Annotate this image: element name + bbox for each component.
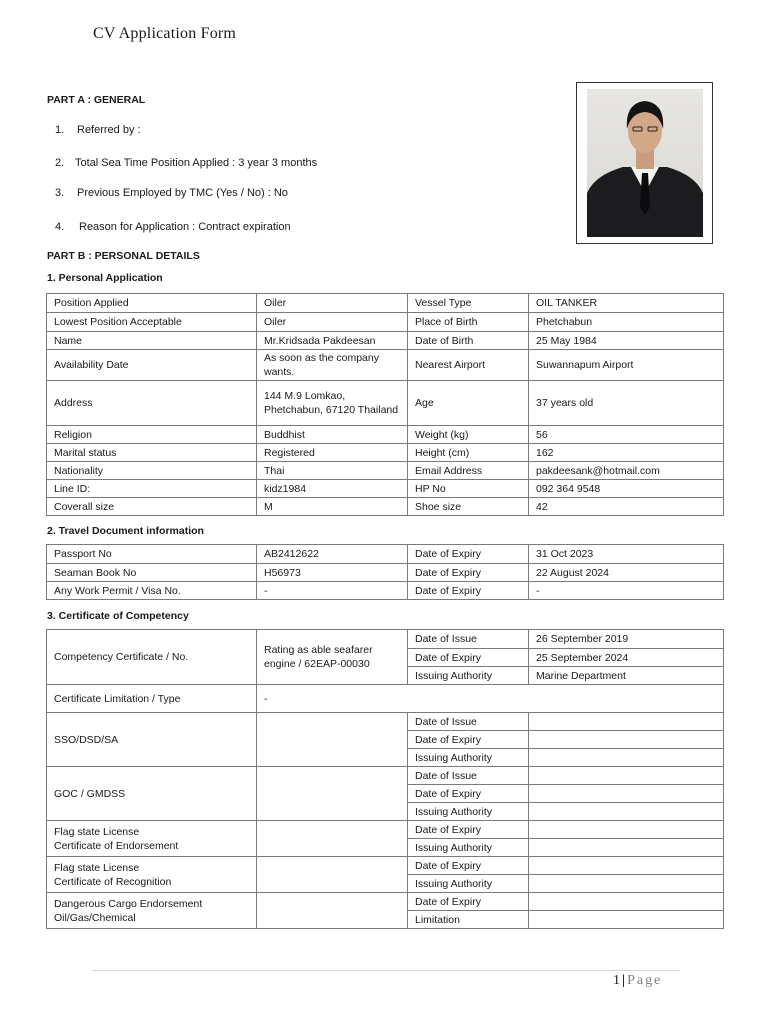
field-value: Thai <box>257 462 408 480</box>
field-label: Line ID: <box>47 480 257 498</box>
field-label: Issuing Authority <box>408 803 529 821</box>
field-label: Issuing Authority <box>408 667 529 685</box>
field-value <box>529 749 724 767</box>
field-label: Date of Issue <box>408 630 529 649</box>
field-label: Limitation <box>408 911 529 929</box>
field-value: OIL TANKER <box>529 294 724 313</box>
field-value <box>257 893 408 929</box>
table-row <box>47 857 724 875</box>
field-label: Issuing Authority <box>408 875 529 893</box>
field-value: 25 May 1984 <box>529 332 724 350</box>
field-label: Issuing Authority <box>408 839 529 857</box>
field-label: Nationality <box>47 462 257 480</box>
field-label: Passport No <box>47 545 257 564</box>
field-label: Shoe size <box>408 498 529 516</box>
field-value <box>529 893 724 911</box>
field-value: Phetchabun <box>529 313 724 332</box>
part-a-heading: PART A : GENERAL <box>47 94 146 106</box>
item-number: 4. <box>55 221 65 233</box>
field-value: Registered <box>257 444 408 462</box>
table-row <box>47 313 724 332</box>
page-separator: | <box>622 973 626 988</box>
table-row <box>47 767 724 785</box>
field-value: M <box>257 498 408 516</box>
field-value <box>529 839 724 857</box>
field-value: - <box>257 685 724 713</box>
table-row <box>47 564 724 582</box>
field-value <box>257 767 408 821</box>
field-value: pakdeesank@hotmail.com <box>529 462 724 480</box>
part-a-item-1 <box>55 124 141 136</box>
item-text: Referred by : <box>77 124 141 136</box>
table-row <box>47 462 724 480</box>
field-value: Buddhist <box>257 426 408 444</box>
field-value: 22 August 2024 <box>529 564 724 582</box>
field-value: Oiler <box>257 313 408 332</box>
field-value <box>529 785 724 803</box>
table-row <box>47 685 724 713</box>
footer-divider <box>92 970 680 971</box>
applicant-photo-frame <box>576 82 713 244</box>
item-text: Previous Employed by TMC (Yes / No) : No <box>77 187 288 199</box>
table-row <box>47 630 724 649</box>
field-label: Any Work Permit / Visa No. <box>47 582 257 600</box>
travel-document-table <box>46 544 724 600</box>
field-label <box>47 893 257 929</box>
field-value: 42 <box>529 498 724 516</box>
item-number: 1. <box>55 124 65 136</box>
label-line-1: Flag state License <box>54 825 140 838</box>
field-label: Date of Issue <box>408 713 529 731</box>
field-value: AB2412622 <box>257 545 408 564</box>
field-value: H56973 <box>257 564 408 582</box>
field-label: Name <box>47 332 257 350</box>
field-label: Competency Certificate / No. <box>47 630 257 685</box>
label-line-1: Dangerous Cargo Endorsement <box>54 897 203 910</box>
field-value <box>257 857 408 893</box>
field-value <box>257 713 408 767</box>
field-value: As soon as the company wants. <box>257 350 408 381</box>
field-label: Address <box>47 381 257 426</box>
table-row <box>47 294 724 313</box>
field-label: Date of Issue <box>408 767 529 785</box>
field-value: Suwannapum Airport <box>529 350 724 381</box>
field-label: Religion <box>47 426 257 444</box>
field-label: Email Address <box>408 462 529 480</box>
field-label: Coverall size <box>47 498 257 516</box>
field-label: Date of Expiry <box>408 582 529 600</box>
field-value <box>529 767 724 785</box>
section-2-heading: 2. Travel Document information <box>47 525 204 537</box>
field-value <box>529 731 724 749</box>
table-row <box>47 444 724 462</box>
field-label: Date of Expiry <box>408 893 529 911</box>
page-number-value: 1 <box>613 973 620 988</box>
part-a-item-2 <box>55 157 317 169</box>
field-value: 26 September 2019 <box>529 630 724 649</box>
field-label: GOC / GMDSS <box>47 767 257 821</box>
personal-application-table <box>46 293 724 516</box>
item-number: 3. <box>55 187 65 199</box>
field-label: Date of Expiry <box>408 545 529 564</box>
table-row <box>47 893 724 911</box>
field-value: Oiler <box>257 294 408 313</box>
field-label: Date of Birth <box>408 332 529 350</box>
field-value <box>529 803 724 821</box>
field-value: 31 Oct 2023 <box>529 545 724 564</box>
field-label: Marital status <box>47 444 257 462</box>
field-label: Issuing Authority <box>408 749 529 767</box>
field-value: - <box>257 582 408 600</box>
item-text: Total Sea Time Position Applied : 3 year 3 months <box>75 157 318 169</box>
section-1-heading: 1. Personal Application <box>47 272 163 284</box>
table-row <box>47 480 724 498</box>
table-row <box>47 498 724 516</box>
page-number <box>613 973 662 989</box>
table-row <box>47 713 724 731</box>
field-label: Date of Expiry <box>408 821 529 839</box>
field-value <box>529 911 724 929</box>
field-value: 092 364 9548 <box>529 480 724 498</box>
field-value: 56 <box>529 426 724 444</box>
field-label: Seaman Book No <box>47 564 257 582</box>
field-label <box>47 821 257 857</box>
part-a-item-4 <box>55 221 291 233</box>
field-value: - <box>529 582 724 600</box>
field-label: Lowest Position Acceptable <box>47 313 257 332</box>
field-label: SSO/DSD/SA <box>47 713 257 767</box>
field-label: Place of Birth <box>408 313 529 332</box>
document-title: CV Application Form <box>93 25 237 42</box>
table-row <box>47 582 724 600</box>
table-row <box>47 821 724 839</box>
item-number: 2. <box>55 157 65 169</box>
person-portrait-icon <box>587 89 703 237</box>
field-value <box>529 875 724 893</box>
table-row <box>47 545 724 564</box>
field-value: kidz1984 <box>257 480 408 498</box>
field-label: Nearest Airport <box>408 350 529 381</box>
field-label: Position Applied <box>47 294 257 313</box>
field-value: 162 <box>529 444 724 462</box>
field-label: Date of Expiry <box>408 649 529 667</box>
field-value: Rating as able seafarer engine / 62EAP-00030 <box>257 630 408 685</box>
field-value <box>257 821 408 857</box>
field-value: 25 September 2024 <box>529 649 724 667</box>
field-label: Age <box>408 381 529 426</box>
field-label: Date of Expiry <box>408 785 529 803</box>
label-line-2: Oil/Gas/Chemical <box>54 911 136 924</box>
part-a-item-3 <box>55 187 288 199</box>
field-label: Vessel Type <box>408 294 529 313</box>
label-line-2: Certificate of Recognition <box>54 875 172 888</box>
part-b-heading: PART B : PERSONAL DETAILS <box>47 250 200 262</box>
field-label: Date of Expiry <box>408 564 529 582</box>
item-text: Reason for Application : Contract expiration <box>79 221 291 233</box>
field-value: Marine Department <box>529 667 724 685</box>
table-row <box>47 381 724 426</box>
table-row <box>47 332 724 350</box>
field-label: Availability Date <box>47 350 257 381</box>
table-row <box>47 426 724 444</box>
field-value: Mr.Kridsada Pakdeesan <box>257 332 408 350</box>
field-label: Weight (kg) <box>408 426 529 444</box>
field-value: 37 years old <box>529 381 724 426</box>
field-label: Certificate Limitation / Type <box>47 685 257 713</box>
field-label: Date of Expiry <box>408 857 529 875</box>
field-label: Height (cm) <box>408 444 529 462</box>
label-line-1: Flag state License <box>54 861 140 874</box>
field-label: HP No <box>408 480 529 498</box>
field-value <box>529 857 724 875</box>
certificate-competency-table <box>46 629 724 929</box>
section-3-heading: 3. Certificate of Competency <box>47 610 189 622</box>
label-line-2: Certificate of Endorsement <box>54 839 179 852</box>
field-value: 144 M.9 Lomkao, Phetchabun, 67120 Thailand <box>257 381 408 426</box>
field-value <box>529 821 724 839</box>
field-label <box>47 857 257 893</box>
field-label: Date of Expiry <box>408 731 529 749</box>
table-row <box>47 350 724 381</box>
applicant-photo <box>587 89 703 237</box>
field-value <box>529 713 724 731</box>
page-label: Page <box>627 973 663 988</box>
